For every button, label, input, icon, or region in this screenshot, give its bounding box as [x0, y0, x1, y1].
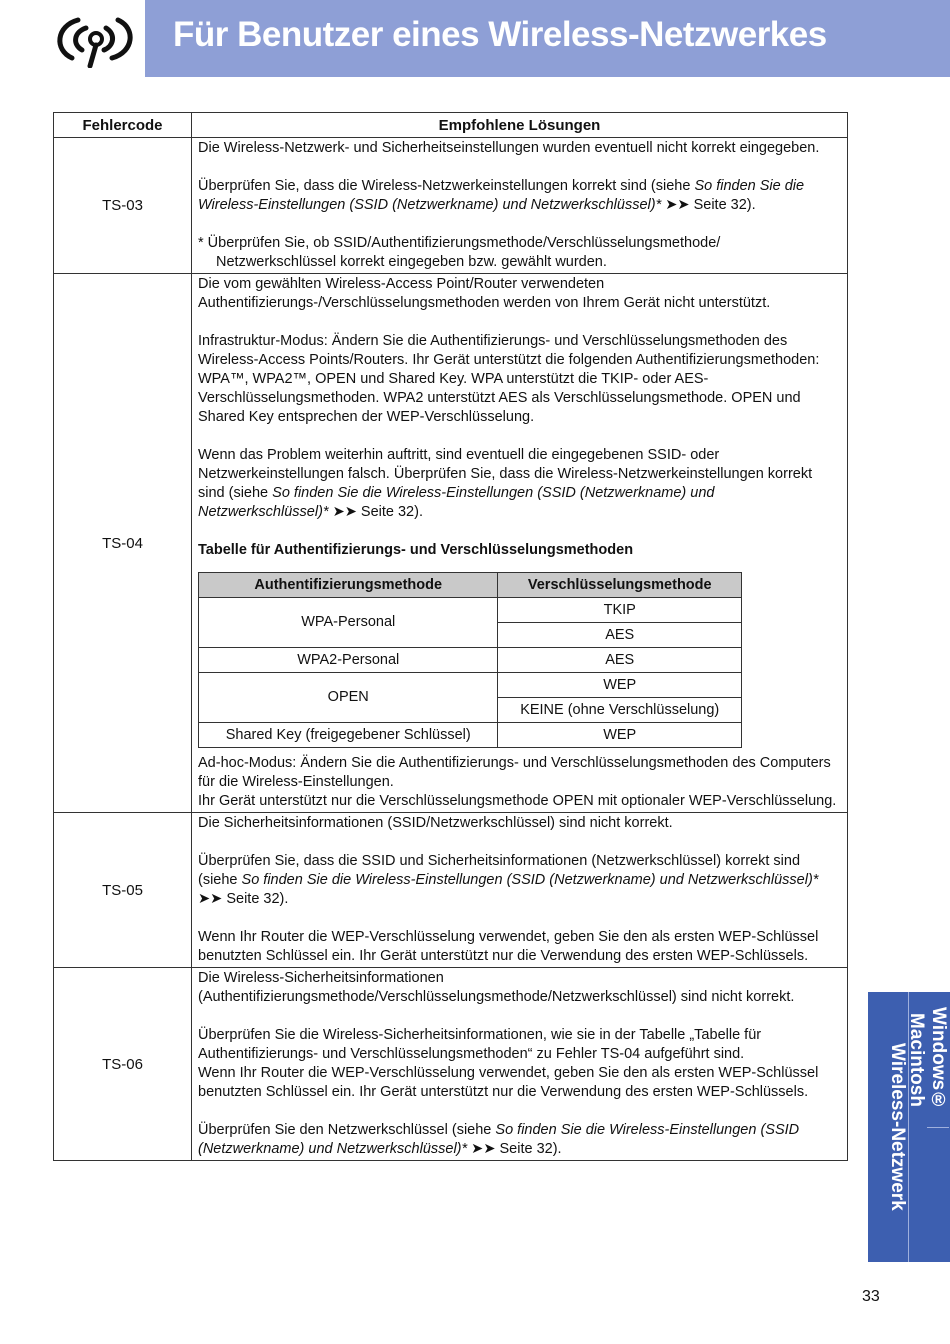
- auth-encryption-table: [198, 572, 742, 748]
- wireless-logo: [50, 10, 140, 68]
- ts04-paragraph-4: Ad-hoc-Modus: Ändern Sie die Authentifizierungs- und Verschlüsselungsmethoden des Computers für die Wireless-Einstellungen.: [198, 755, 831, 790]
- auth-row: [199, 648, 742, 673]
- tab-os-column: [906, 992, 949, 1262]
- page-title: Für Benutzer eines Wireless-Netzwerkes: [173, 15, 827, 54]
- title-bar: [145, 0, 950, 77]
- solution-ts04: [192, 274, 848, 813]
- ts06-paragraph-3: Wenn Ihr Router die WEP-Verschlüsselung verwendet, geben Sie den als ersten WEP-Schlüssel benutzten Schlüssel ein. Ihr Gerät unterstützt nur die Verwendung des ersten WEP-Schlüssels.: [198, 1065, 819, 1100]
- auth-row: [199, 723, 742, 748]
- error-code-ts05: TS-05: [54, 813, 192, 968]
- ts04-p3-reference: So finden Sie die Wireless-Einstellungen (SSID (Netzwerkname) und Netzwerkschlüssel)*: [198, 485, 715, 520]
- header-error-code: Fehlercode: [54, 113, 192, 138]
- ts06-p4-text: Überprüfen Sie den Netzwerkschlüssel (siehe: [198, 1122, 496, 1138]
- enc-none: KEINE (ohne Verschlüsselung): [498, 698, 742, 723]
- auth-open: OPEN: [199, 673, 498, 723]
- tab-macintosh[interactable]: Macintosh: [906, 1012, 927, 1107]
- side-tabs: [868, 992, 950, 1262]
- ts03-p2-reference: So finden Sie die Wireless-Einstellungen (SSID (Netzwerkname) und Netzwerkschlüssel)*: [198, 178, 805, 213]
- ts05-paragraph-3: Wenn Ihr Router die WEP-Verschlüsselung verwendet, geben Sie den als ersten WEP-Schlüssel benutzten Schlüssel ein. Ihr Gerät unterstützt nur die Verwendung des ersten WEP-Schlüssels.: [198, 929, 819, 964]
- ts04-paragraph-2: Infrastruktur-Modus: Ändern Sie die Authentifizierungs- und Verschlüsselungsmethoden des Wireless-Access Points/Routers. Ihr Gerät unterstützt die folgenden Authentifizierungsmethoden: WPA™, WPA2™, OPEN und Shared Key. WPA unterstützt die TKIP- oder AES-Verschlüsselungsmethoden. WPA2 unterstützt AES als Verschlüsselungsmethode. OPEN und Shared Key entsprechen der WEP-Verschlüsselung.: [198, 333, 820, 425]
- page-number: 33: [862, 1288, 880, 1305]
- error-code-ts04: TS-04: [54, 274, 192, 813]
- ts05-paragraph-1: Die Sicherheitsinformationen (SSID/Netzwerkschlüssel) sind nicht korrekt.: [198, 815, 673, 831]
- ts05-p2-page-ref: ➤➤ Seite 32).: [198, 891, 289, 907]
- ts06-paragraph-4: [198, 1121, 841, 1159]
- auth-row: [199, 673, 742, 698]
- header-solutions: Empfohlene Lösungen: [192, 113, 848, 138]
- enc-tkip: TKIP: [498, 598, 742, 623]
- enc-aes-wpa2: AES: [498, 648, 742, 673]
- ts03-p2-text: Überprüfen Sie, dass die Wireless-Netzwerkeinstellungen korrekt sind (siehe: [198, 178, 695, 194]
- table-header-row: [54, 113, 848, 138]
- error-code-table: [53, 112, 848, 1161]
- ts03-paragraph-2: [198, 177, 841, 215]
- solution-ts03: [192, 138, 848, 274]
- tab-wireless-column: [868, 992, 909, 1262]
- error-code-ts03: TS-03: [54, 138, 192, 274]
- table-row-ts03: [54, 138, 848, 274]
- ts04-paragraph-3: [198, 446, 841, 522]
- auth-table-header: [199, 573, 742, 598]
- solution-ts06: [192, 968, 848, 1161]
- ts05-paragraph-2: [198, 852, 841, 909]
- table-row-ts05: [54, 813, 848, 968]
- auth-header-encryption: Verschlüsselungsmethode: [498, 573, 742, 598]
- solution-ts05: [192, 813, 848, 968]
- enc-aes: AES: [498, 623, 742, 648]
- wireless-signal-icon: [50, 10, 140, 68]
- ts04-paragraph-1: Die vom gewählten Wireless-Access Point/Router verwendeten Authentifizierungs-/Verschlüsselungsmethoden werden von Ihrem Gerät nicht unterstützt.: [198, 276, 771, 311]
- ts04-p3-page-ref: ➤➤ Seite 32).: [328, 504, 423, 520]
- table-row-ts06: [54, 968, 848, 1161]
- ts05-p2-text: Überprüfen Sie, dass die SSID und Sicherheitsinformationen (Netzwerkschlüssel) korrekt sind (siehe: [198, 853, 801, 888]
- auth-table-title: Tabelle für Authentifizierungs- und Verschlüsselungsmethoden: [198, 542, 634, 558]
- ts06-p4-page-ref: ➤➤ Seite 32).: [467, 1141, 562, 1157]
- ts03-paragraph-1: Die Wireless-Netzwerk- und Sicherheitseinstellungen wurden eventuell nicht korrekt eingegeben.: [198, 140, 820, 156]
- ts06-paragraph-1: Die Wireless-Sicherheitsinformationen (Authentifizierungsmethode/Verschlüsselungsmethode/Netzwerkschlüssel) sind nicht korrekt.: [198, 970, 795, 1005]
- auth-shared-key: Shared Key (freigegebener Schlüssel): [199, 723, 498, 748]
- enc-wep: WEP: [498, 673, 742, 698]
- ts06-paragraph-2: Überprüfen Sie die Wireless-Sicherheitsinformationen, wie sie in der Tabelle „Tabelle für Authentifizierungs- und Verschlüsselungsmethoden“ zu Fehler TS-04 aufgeführt sind.: [198, 1027, 762, 1062]
- ts03-p2-page-ref: ➤➤ Seite 32).: [661, 197, 756, 213]
- ts03-note: * Überprüfen Sie, ob SSID/Authentifizierungsmethode/Verschlüsselungsmethode/ Netzwerkschlüssel korrekt eingegeben bzw. gewählt wurden.: [198, 235, 721, 270]
- auth-row: [199, 598, 742, 623]
- ts05-p2-reference: So finden Sie die Wireless-Einstellungen (SSID (Netzwerkname) und Netzwerkschlüssel)*: [241, 872, 819, 888]
- table-row-ts04: [54, 274, 848, 813]
- ts04-paragraph-5: Ihr Gerät unterstützt nur die Verschlüsselungsmethode OPEN mit optionaler WEP-Verschlüsselung.: [198, 793, 837, 809]
- auth-wpa2-personal: WPA2-Personal: [199, 648, 498, 673]
- ts04-p3-text: Wenn das Problem weiterhin auftritt, sind eventuell die eingegebenen SSID- oder Netzwerkeinstellungen falsch. Überprüfen Sie, dass die Wireless-Netzwerkeinstellungen korrekt sind (siehe: [198, 447, 813, 501]
- auth-wpa-personal: WPA-Personal: [199, 598, 498, 648]
- tab-windows[interactable]: Windows®: [927, 992, 949, 1128]
- enc-wep-shared: WEP: [498, 723, 742, 748]
- auth-header-method: Authentifizierungsmethode: [199, 573, 498, 598]
- ts06-p4-reference: So finden Sie die Wireless-Einstellungen (SSID (Netzwerkname) und Netzwerkschlüssel)*: [198, 1122, 800, 1157]
- error-code-ts06: TS-06: [54, 968, 192, 1161]
- tab-wireless-network[interactable]: Wireless-Netzwerk: [887, 1043, 908, 1211]
